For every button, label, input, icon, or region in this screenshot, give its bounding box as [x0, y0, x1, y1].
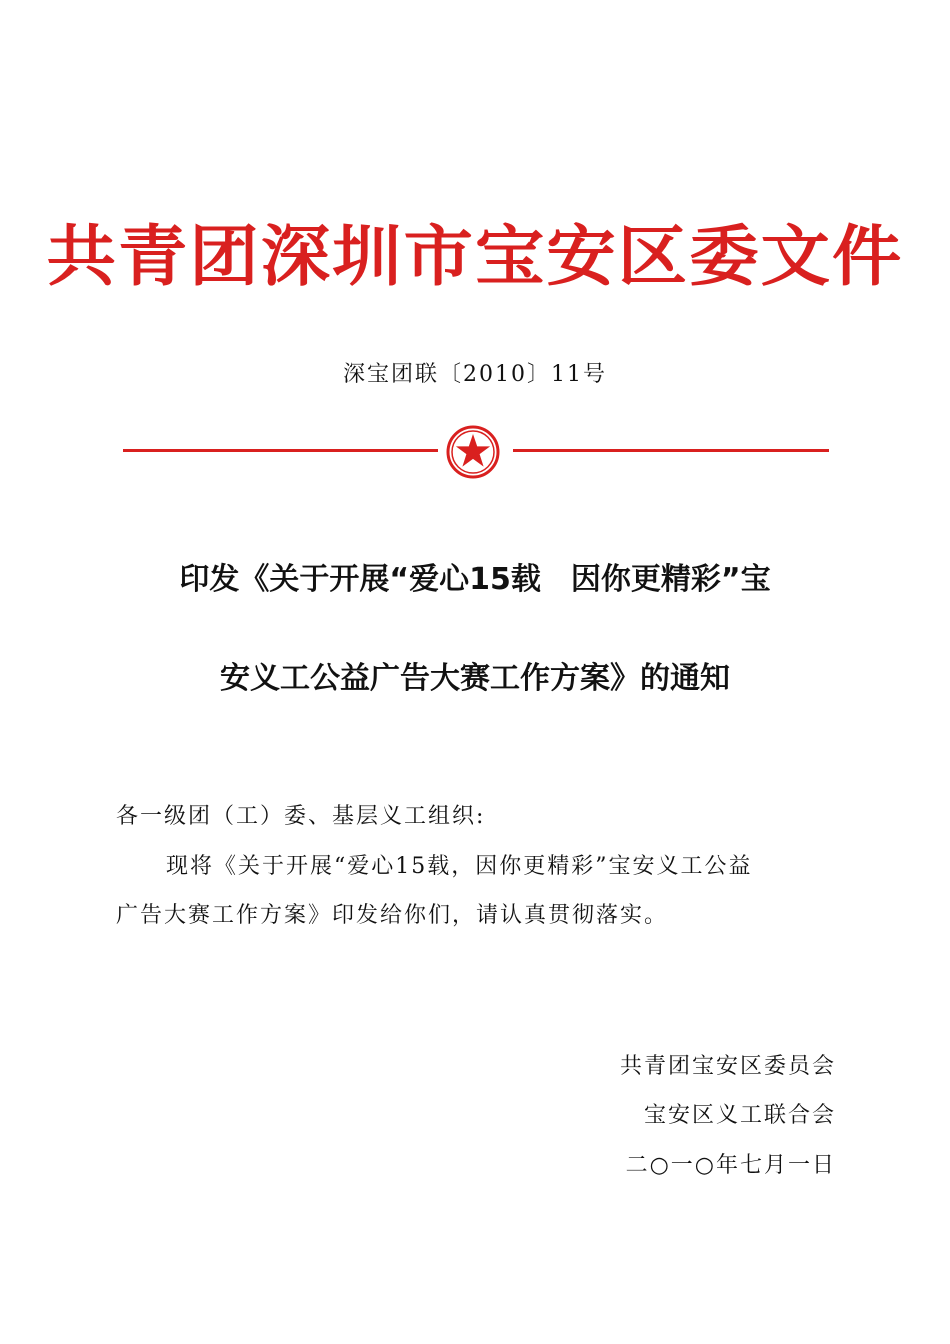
red-star-emblem-icon — [446, 425, 500, 479]
notice-title-line-1: 印发《关于开展“爱心15载 因你更精彩”宝 — [179, 562, 771, 597]
document-number: 深宝团联〔2010〕11号 — [343, 362, 607, 387]
signature-date: 二○一○年七月一日 — [625, 1153, 836, 1178]
document-header-title: 共青团深圳市宝安区委文件 — [46, 218, 904, 295]
body-paragraph-line-1: 现将《关于开展“爱心15载，因你更精彩”宝安义工公益 — [166, 854, 753, 879]
salutation: 各一级团（工）委、基层义工组织: — [116, 804, 486, 829]
header-divider-left — [123, 449, 438, 452]
signature-org-1: 共青团宝安区委员会 — [619, 1054, 836, 1079]
signature-org-2: 宝安区义工联合会 — [643, 1103, 836, 1128]
body-paragraph-line-2: 广告大赛工作方案》印发给你们，请认真贯彻落实。 — [116, 903, 669, 928]
notice-title-line-2: 安义工公益广告大赛工作方案》的通知 — [220, 661, 730, 696]
header-divider-right — [513, 449, 829, 452]
